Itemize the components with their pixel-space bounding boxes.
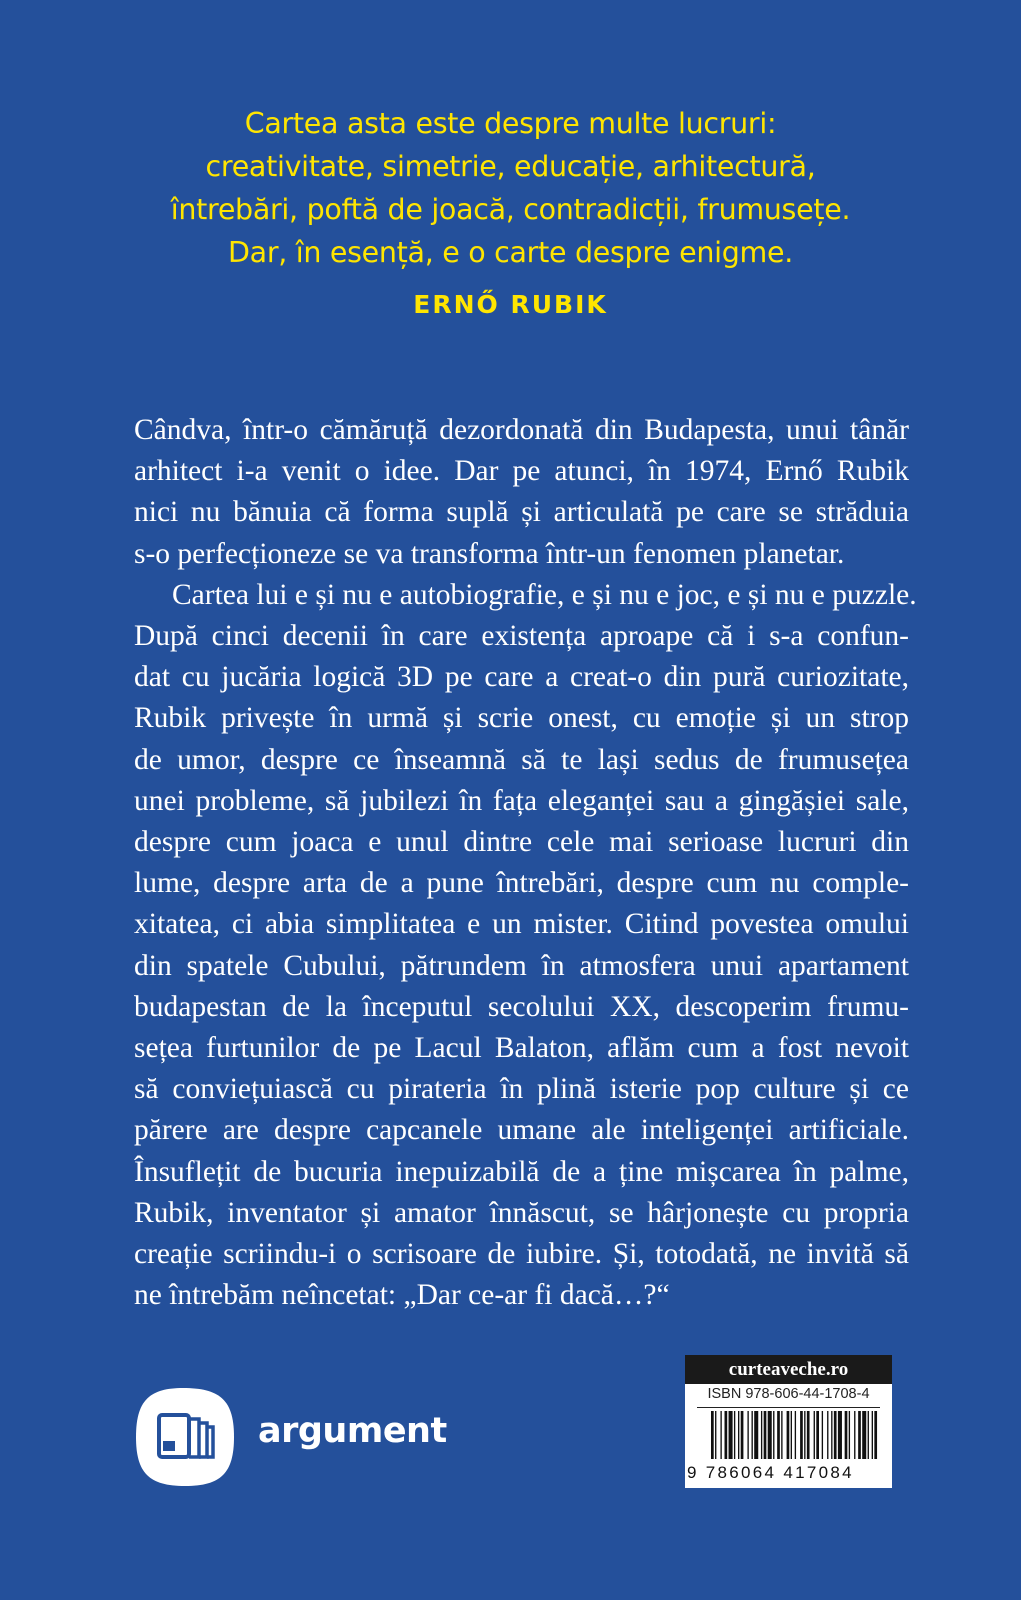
barcode-bar (872, 1411, 873, 1459)
blurb-line: sețea furtunilor de pe Lacul Balaton, aflăm cum a fost nevoit (134, 1032, 909, 1065)
barcode-bar (838, 1411, 842, 1459)
barcode-bar (720, 1411, 721, 1459)
barcode-bar (773, 1411, 774, 1459)
barcode-bar (752, 1411, 753, 1459)
barcode-bar (822, 1411, 823, 1459)
isbn-barcode-panel (685, 1355, 892, 1488)
blurb-line: Cartea lui e și nu e autobiografie, e și nu e joc, e și nu e puzzle. (172, 578, 917, 611)
barcode-bar (777, 1411, 780, 1459)
publisher-website: curteaveche.ro (685, 1355, 892, 1384)
blurb-line: nici nu bănuia că forma suplă și articulată pe care se străduia (134, 496, 909, 529)
barcode-bar (754, 1411, 758, 1459)
blurb-line: Cândva, într-o cămăruță dezordonată din Budapesta, unui tânăr (134, 414, 909, 446)
barcode-bar (807, 1411, 810, 1459)
barcode-bar (849, 1411, 850, 1459)
barcode-bar (764, 1411, 767, 1459)
quote-line: întrebări, poftă de joacă, contradicții, frumusețe. (170, 193, 851, 226)
book-blurb (134, 410, 917, 1316)
isbn-label: ISBN 978-606-44-1708-4 (707, 1386, 870, 1402)
publisher-brand: argument (258, 1411, 447, 1451)
isbn-divider (697, 1407, 880, 1408)
barcode-bar (747, 1411, 748, 1459)
barcode-bar (800, 1411, 803, 1459)
blurb-line: să conviețuiască cu pirateria în plină isterie pop culture și ce (134, 1073, 909, 1106)
blurb-line: despre cum joaca e unul dintre cele mai serioase lucruri din (134, 826, 909, 859)
blurb-line: s-o perfecționeze se va transforma într-un fenomen planetar. (134, 537, 845, 570)
blurb-line: lume, despre arta de a pune întrebări, despre cum nu comple- (134, 867, 909, 900)
barcode-bar (854, 1411, 855, 1459)
barcode-bar (715, 1411, 716, 1459)
quote-line: Cartea asta este despre multe lucruri: (244, 107, 777, 140)
blurb-line: din spatele Cubului, pătrundem în atmosfera unui apartament (134, 949, 909, 982)
blurb-line: dat cu jucăria logică 3D pe care a creat-o din pură curiozitate, (134, 661, 909, 694)
barcode-bar (831, 1411, 832, 1459)
barcode-bar (781, 1411, 782, 1459)
blurb-line: arhitect i-a venit o idee. Dar pe atunci, în 1974, Ernő Rubik (134, 455, 909, 488)
pull-quote (0, 102, 1021, 319)
blurb-line: budapestan de la începutul secolului XX, descoperim frumu- (134, 990, 909, 1023)
barcode-bar (804, 1411, 805, 1459)
barcode-bar (787, 1411, 790, 1459)
quote-line: Dar, în esență, e o carte despre enigme. (228, 236, 793, 269)
barcode-bar (711, 1411, 714, 1459)
blurb-line: ne întrebăm neîncetat: „Dar ce-ar fi dacă…?“ (134, 1279, 670, 1312)
quote-author: ERNŐ RUBIK (413, 290, 608, 319)
blurb-line: unei probleme, să jubilezi în fața eleganței sau a gingășiei sale, (134, 784, 909, 817)
blurb-line: părere are despre capcanele umane ale inteligenței artificiale. (134, 1114, 909, 1147)
barcode-bar (734, 1411, 735, 1459)
barcode-bar (845, 1411, 848, 1459)
barcode-bar (795, 1411, 796, 1459)
barcode-bar (874, 1411, 877, 1459)
blurb-line: de umor, despre ce înseamnă să te lași sedus de frumusețea (134, 743, 909, 776)
barcode-bar (761, 1411, 762, 1459)
blurb-line: Rubik, inventator și amator înnăscut, se hârjonește cu propria (134, 1196, 909, 1229)
barcode-bar (827, 1411, 828, 1459)
barcode-bar (738, 1411, 739, 1459)
barcode-bar (814, 1411, 815, 1459)
barcode-bar (862, 1411, 866, 1459)
barcode-icon (697, 1411, 880, 1465)
barcode-bar (729, 1411, 733, 1459)
barcode-bar (768, 1411, 772, 1459)
barcode-bar (741, 1411, 744, 1459)
blurb-line: După cinci decenii în care existența aproape că i s-a confun- (134, 620, 909, 653)
barcode-bar (834, 1411, 837, 1459)
barcode-bar (858, 1411, 861, 1459)
barcode-bar (868, 1411, 869, 1459)
quote-line: creativitate, simetrie, educație, arhitectură, (205, 150, 816, 183)
barcode-bar (816, 1411, 819, 1459)
blurb-line: Rubik privește în urmă și scrie onest, cu emoție și un strop (134, 702, 909, 735)
blurb-line: xitatea, ci abia simplitatea e un mister. Citind povestea omului (134, 908, 909, 941)
blurb-line: Însuflețit de bucuria inepuizabilă de a ține mișcarea în palme, (134, 1155, 909, 1188)
argument-book-logo-icon (133, 1385, 237, 1489)
barcode-bar (725, 1411, 728, 1459)
barcode-digits: 9 786064 417084 (687, 1463, 854, 1482)
barcode-bar (791, 1411, 792, 1459)
blurb-line: creație scriindu-i o scrisoare de iubire. Și, totodată, ne invită să (134, 1238, 909, 1271)
